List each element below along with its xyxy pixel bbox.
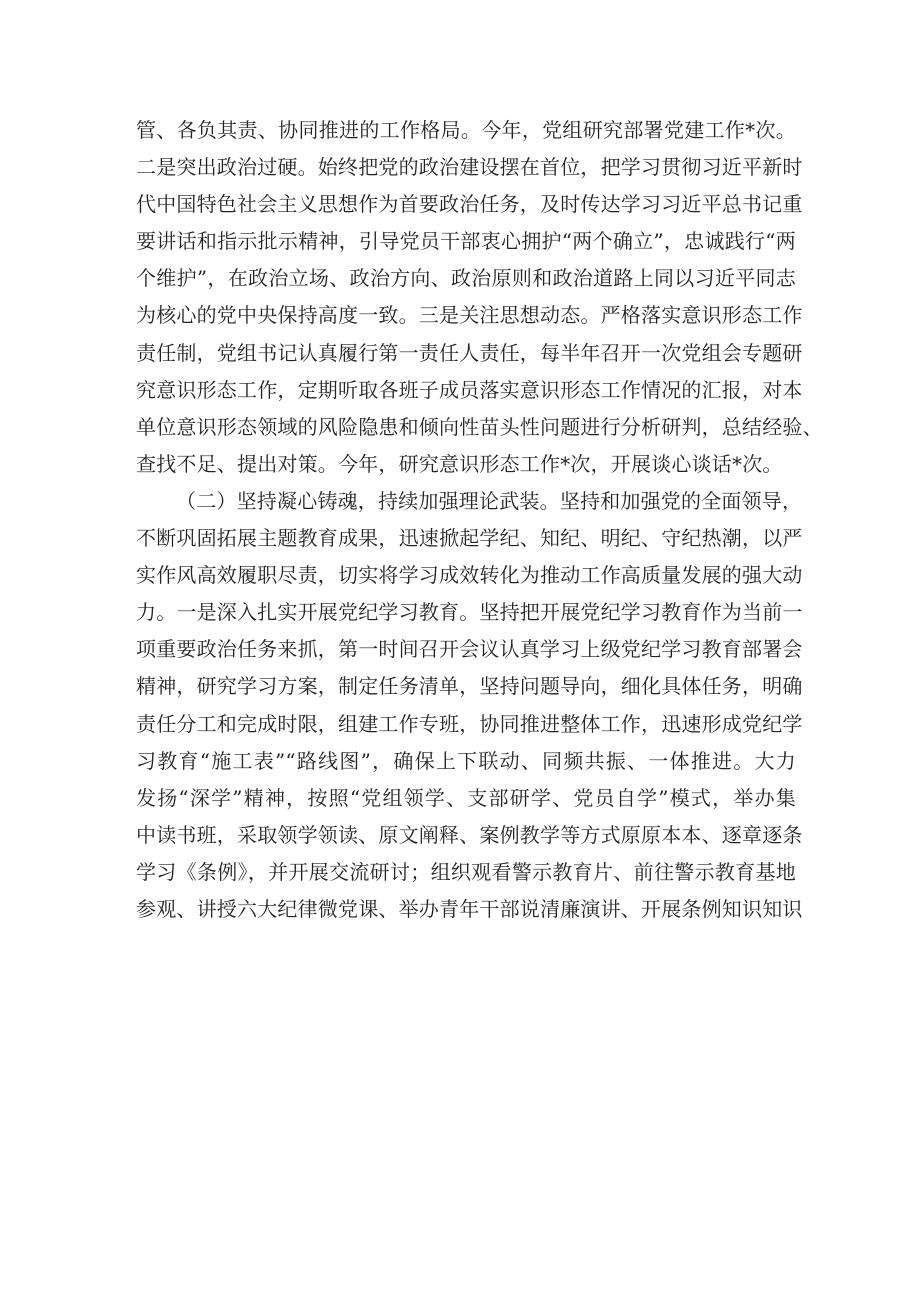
text-line-21: 学习《条例》，并开展交流研讨；组织观看警示教育片、前往警示教育基地 xyxy=(136,859,796,884)
text-line-6: 为核心的党中央保持高度一致。三是关注思想动态。严格落实意识形态工作 xyxy=(136,303,803,328)
text-line-15: 项重要政治任务来抓，第一时间召开会议认真学习上级党纪学习教育部署会 xyxy=(136,637,803,662)
text-line-2: 二是突出政治过硬。始终把党的政治建设摆在首位，把学习贯彻习近平新时 xyxy=(136,155,803,180)
text-line-8: 究意识形态工作，定期听取各班子成员落实意识形态工作情况的汇报，对本 xyxy=(136,377,803,402)
text-line-12: 不断巩固拓展主题教育成果，迅速掀起学纪、知纪、明纪、守纪热潮，以严 xyxy=(136,526,803,551)
text-line-18: 习教育“施工表”“路线图”，确保上下联动、同频共振、一体推进。大力 xyxy=(136,748,796,773)
text-line-1: 管、各负其责、协同推进的工作格局。今年，党组研究部署党建工作*次。 xyxy=(136,118,796,142)
text-line-22: 参观、讲授六大纪律微党课、举办青年干部说清廉演讲、开展条例知识知识 xyxy=(136,896,803,921)
text-line-4: 要讲话和指示批示精神，引导党员干部衷心拥护“两个确立”，忠诚践行“两 xyxy=(136,229,796,254)
text-line-11: （二）坚持凝心铸魂，持续加强理论武装。坚持和加强党的全面领导， xyxy=(176,488,803,513)
body-text xyxy=(136,112,823,928)
text-line-20: 中读书班，采取领学领读、原文阐释、案例教学等方式原原本本、逐章逐条 xyxy=(136,822,803,847)
text-line-19: 发扬“深学”精神，按照“党组领学、支部研学、党员自学”模式，举办集 xyxy=(136,785,796,810)
text-line-16: 精神，研究学习方案，制定任务清单，坚持问题导向，细化具体任务，明确 xyxy=(136,674,803,699)
text-line-3: 代中国特色社会主义思想作为首要政治任务，及时传达学习习近平总书记重 xyxy=(136,192,803,217)
text-line-17: 责任分工和完成时限，组建工作专班，协同推进整体工作，迅速形成党纪学 xyxy=(136,711,803,736)
text-line-9: 单位意识形态领域的风险隐患和倾向性苗头性问题进行分析研判，总结经验、 xyxy=(136,414,823,439)
text-line-10: 查找不足、提出对策。今年，研究意识形态工作*次，开展谈心谈话*次。 xyxy=(136,451,783,476)
text-line-14: 力。一是深入扎实开展党纪学习教育。坚持把开展党纪学习教育作为当前一 xyxy=(136,600,803,625)
text-line-13: 实作风高效履职尽责，切实将学习成效转化为推动工作高质量发展的强大动 xyxy=(136,563,803,588)
text-line-5: 个维护”，在政治立场、政治方向、政治原则和政治道路上同以习近平同志 xyxy=(136,266,796,291)
text-line-7: 责任制，党组书记认真履行第一责任人责任，每半年召开一次党组会专题研 xyxy=(136,340,803,365)
